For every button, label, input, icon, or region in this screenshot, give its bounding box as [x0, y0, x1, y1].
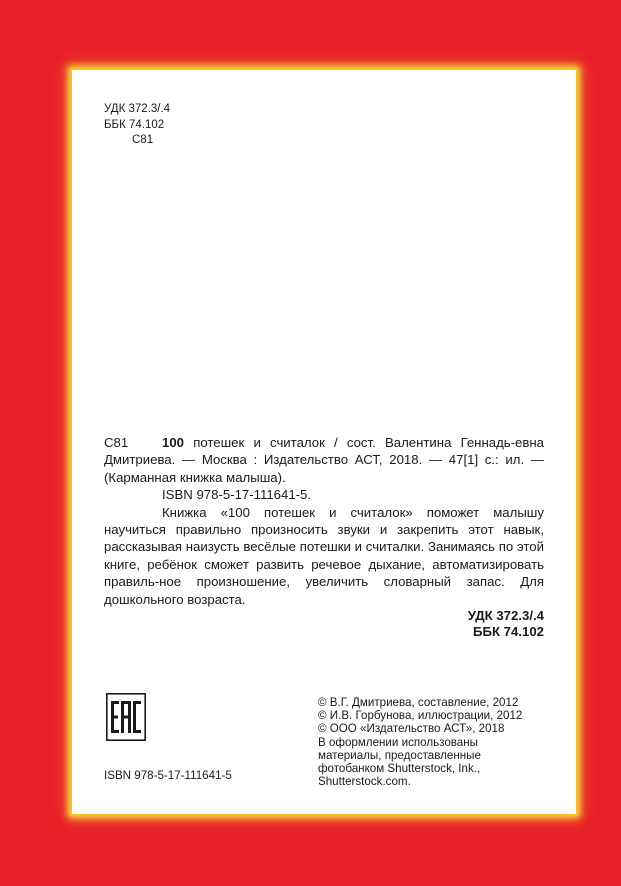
isbn-footer: ISBN 978-5-17-111641-5	[104, 769, 232, 782]
udk-code: УДК 372.3/.4	[104, 103, 171, 115]
copyright-block	[318, 696, 558, 788]
eac-certification-icon	[106, 693, 146, 741]
entry-title: 100	[162, 435, 185, 450]
copyright-line: © ООО «Издательство АСТ», 2018	[318, 722, 505, 736]
entry-bbk: ББК 74.102	[472, 624, 544, 640]
entry-description	[104, 434, 544, 486]
copyright-line: Shutterstock.com.	[318, 775, 411, 789]
entry-description-text: потешек и считалок / сост. Валентина Геннадь-евна Дмитриева. — Москва : Издательство АСТ, 2018. — 47[1] с.: ил. — (Карманная книжка малыша).	[104, 435, 544, 485]
copyright-line: © В.Г. Дмитриева, составление, 2012	[318, 696, 519, 709]
bibliographic-entry	[104, 434, 544, 640]
bbk-code: ББК 74.102	[104, 118, 165, 131]
copyright-line: В оформлении использованы	[318, 735, 478, 749]
entry-isbn: ISBN 978-5-17-111641-5.	[162, 487, 312, 503]
entry-abstract: Книжка «100 потешек и считалок» поможет малышу научиться правильно произносить звуки и закрепить этот навык, рассказывая наизусть весёлые потешки и считалки. Занимаясь по этой книге, ребёнок сможет развить речевое дыхание, автоматизировать правиль-ное произношение, увеличить словарный запас. Для дошкольного возраста.	[104, 504, 544, 607]
entry-udk: УДК 372.3/.4	[467, 608, 544, 624]
classification-header	[104, 102, 170, 149]
copyright-line: © И.В. Горбунова, иллюстрации, 2012	[318, 709, 523, 723]
copyright-line: материалы, предоставленные	[318, 748, 481, 762]
copyright-line: фотобанком Shutterstock, Ink.,	[318, 762, 481, 776]
entry-code: С81	[104, 435, 129, 450]
author-code: С81	[132, 134, 154, 146]
